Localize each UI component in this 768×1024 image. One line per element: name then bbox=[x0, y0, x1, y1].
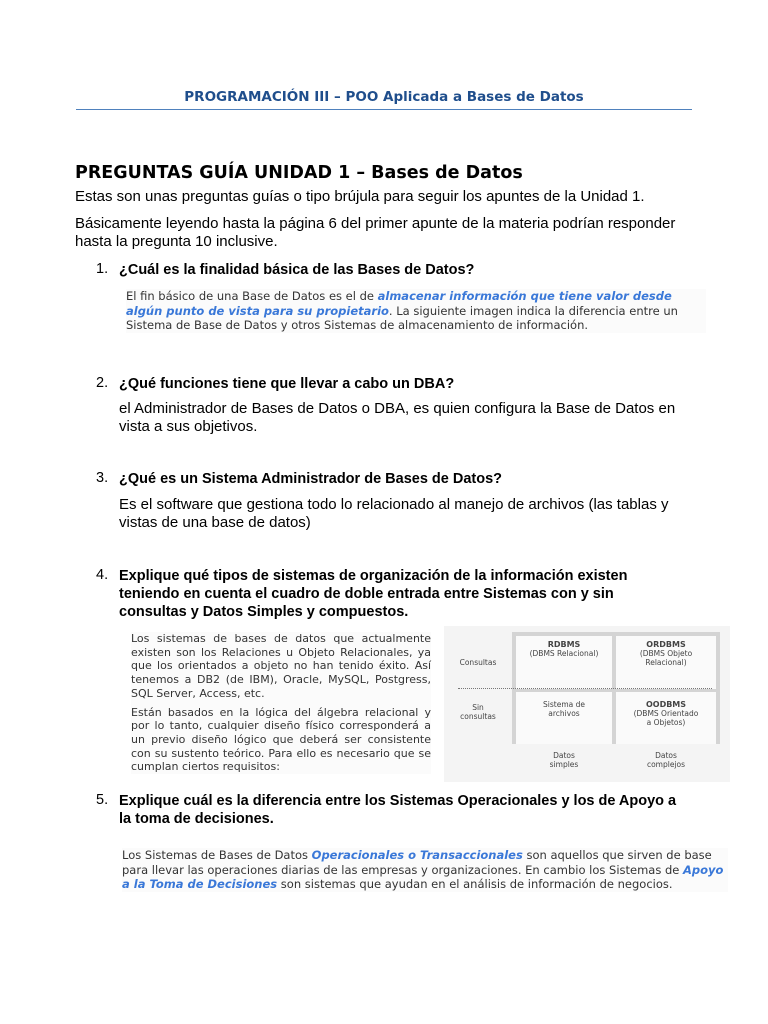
question-3-answer: Es el software que gestiona todo lo relacionado al manejo de archivos (las tablas y vistas de una base de datos) bbox=[119, 496, 669, 531]
row-label-consultas: Consultas bbox=[459, 658, 497, 667]
ordbms-sub: (DBMS Objeto Relacional) bbox=[639, 649, 693, 667]
section-title bbox=[75, 163, 523, 183]
q5-image-highlight-1: Operacionales o Transaccionales bbox=[311, 848, 523, 862]
oodbms-sub: (DBMS Orientado a Objetos) bbox=[633, 709, 699, 727]
question-1-number: 1. bbox=[96, 261, 109, 277]
archivos-label: Sistema de archivos bbox=[543, 700, 585, 718]
q5-image-highlight-2: Apoyo a la Toma de Decisiones bbox=[122, 862, 724, 891]
question-4-answer-image bbox=[131, 632, 431, 774]
question-2-answer: el Administrador de Bases de Datos o DBA, es quien configura la Base de Datos en vista a sus objetivos. bbox=[119, 400, 676, 435]
cell-archivos bbox=[516, 692, 612, 744]
q1-image-text-1: El fin básico de una Base de Datos es el de bbox=[126, 289, 378, 303]
section-title-rest: – Bases de Datos bbox=[350, 163, 523, 183]
intro-paragraph-1: Estas son unas preguntas guías o tipo brújula para seguir los apuntes de la Unidad 1. bbox=[75, 188, 645, 205]
intro-paragraph-2: Básicamente leyendo hasta la página 6 del primer apunte de la materia podrían responder hasta la pregunta 10 inclusive. bbox=[75, 215, 676, 250]
section-title-bold: PREGUNTAS GUÍA UNIDAD 1 bbox=[75, 163, 351, 183]
question-2-text: ¿Qué funciones tiene que llevar a cabo un DBA? bbox=[119, 376, 455, 392]
q5-image-text-1: Los Sistemas de Bases de Datos bbox=[122, 848, 312, 862]
question-3-number: 3. bbox=[96, 470, 109, 486]
oodbms-label: OODBMS bbox=[645, 700, 687, 709]
col-label-datos-simples: Datos simples bbox=[549, 751, 579, 769]
header-title: PROGRAMACIÓN III – POO Aplicada a Bases de Datos bbox=[184, 89, 584, 105]
question-5-answer-image bbox=[122, 848, 728, 892]
question-1-answer-image bbox=[126, 289, 706, 333]
question-1-text: ¿Cuál es la finalidad básica de las Bases de Datos? bbox=[119, 262, 475, 278]
dbms-classification-diagram bbox=[444, 626, 730, 782]
col-label-datos-complejos: Datos complejos bbox=[646, 751, 686, 769]
question-4-text: Explique qué tipos de sistemas de organización de la información existen teniendo en cuenta el cuadro de doble entrada entre Sistemas con y sin consultas y Datos Simples y compuestos. bbox=[119, 568, 628, 620]
question-4-number: 4. bbox=[96, 567, 109, 583]
rdbms-label: RDBMS bbox=[547, 640, 581, 649]
question-3-text: ¿Qué es un Sistema Administrador de Bases de Datos? bbox=[119, 471, 503, 487]
question-5-text: Explique cuál es la diferencia entre los Sistemas Operacionales y los de Apoyo a la toma de decisiones. bbox=[119, 793, 677, 827]
cell-ordbms bbox=[616, 636, 716, 689]
diagram-dotted-line bbox=[458, 688, 712, 689]
q1-image-text-2: . La siguiente imagen indica la diferencia entre un Sistema de Base de Datos y otros Sistemas de almacenamiento de información. bbox=[126, 303, 678, 332]
header-rule bbox=[76, 109, 692, 110]
question-5-number: 5. bbox=[96, 792, 109, 808]
q5-image-text-2: son aquellos que sirven de base para llevar las operaciones diarias de las empresas y organizaciones. En cambio los Sistemas de bbox=[122, 848, 712, 877]
cell-oodbms bbox=[616, 692, 716, 744]
q5-image-text-3: son sistemas que ayudan en el análisis de información de negocios. bbox=[277, 877, 673, 891]
q4-image-paragraph-2: Están basados en la lógica del álgebra relacional y por lo tanto, cualquier diseño físico corresponderá a un previo diseño lógico que deberá ser consistente con su sustento teórico. Para ello es necesario que se cumplan ciertos requisitos: bbox=[131, 705, 431, 774]
question-2-number: 2. bbox=[96, 375, 109, 391]
q4-image-paragraph-1: Los sistemas de bases de datos que actualmente existen son los Relaciones u Objeto Relacionales, ya que los orientados a objeto no han tenido éxito. Así tenemos a DB2 (de IBM), Oracle, MySQL, Postgress, SQL Server, Access, etc. bbox=[131, 632, 431, 700]
rdbms-sub: (DBMS Relacional) bbox=[529, 649, 599, 658]
q1-image-highlight: almacenar información que tiene valor desde algún punto de vista para su propietario bbox=[126, 289, 672, 318]
row-label-sin-consultas: Sin consultas bbox=[460, 703, 496, 721]
cell-rdbms bbox=[516, 636, 612, 689]
ordbms-label: ORDBMS bbox=[646, 640, 686, 649]
